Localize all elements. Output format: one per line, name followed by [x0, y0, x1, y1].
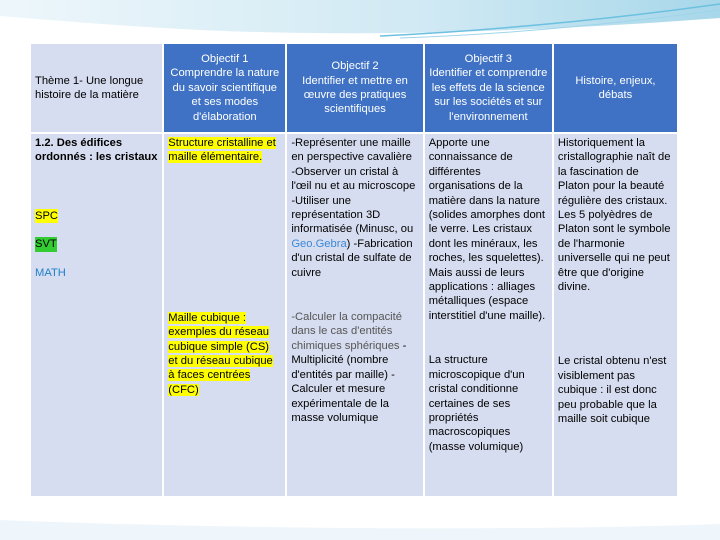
compactness-text: -Calculer la compacité dans le cas d'entités chimiques sphériques: [291, 311, 402, 352]
spc-label: SPC: [35, 209, 59, 222]
microscopic-structure-text: La structure microscopique d'un cristal conditionne certaines de ses propriétés macroscopiques (masse volumique): [428, 354, 525, 453]
objective-3-description: Identifier et comprendre les effets de la science sur les sociétés et sur l'environnement: [429, 67, 548, 123]
matter-organisation-text: Apporte une connaissance de différentes organisations de la matière dans la nature (solides amorphes dont le verre. Les cristaux dont les minéraux, les roches, les squelettes). Mais aussi de leurs applications : alliages métalliques (espace interstitiel d'une maille).: [428, 137, 546, 322]
practices-text-end: ) -Fabrication d'un cristal de sulfate de cuivre: [291, 237, 413, 279]
cubic-cell-text: Maille cubique : exemples du réseau cubique simple (CS) et du réseau cubique à faces centrées (CFC): [168, 311, 273, 396]
objective-1-body-cell: [164, 134, 285, 496]
objective-1-title: Objectif 1: [201, 52, 249, 65]
section-title: 1.2. Des édifices ordonnés : les cristaux: [35, 137, 158, 164]
crystal-observation-text: Le cristal obtenu n'est visiblement pas cubique : il est donc peu probable que la maille soit cubique: [557, 355, 667, 426]
objective-2-title: Objectif 2: [331, 60, 379, 73]
theme-body-cell: [31, 134, 162, 496]
objective-2-header-cell: [287, 44, 422, 132]
history-header-title: Histoire, enjeux, débats: [575, 74, 656, 101]
objective-2-body-cell: [287, 134, 422, 496]
curriculum-table: [29, 42, 679, 498]
objective-3-body-cell: [425, 134, 552, 496]
history-header-cell: [554, 44, 677, 132]
objective-2-description: Identifier et mettre en œuvre des pratiques scientifiques: [302, 74, 408, 116]
objective-3-title: Objectif 3: [464, 52, 512, 65]
practices-text: [291, 136, 418, 280]
practices-text-start: -Représenter une maille en perspective cavalière -Observer un cristal à l'œil nu et au microscope -Utiliser une représentation 3D informatisée (Minusc, ou: [291, 137, 416, 236]
objective-3-header-cell: [425, 44, 552, 132]
objective-1-description: Comprendre la nature du savoir scientifique et ses modes d'élaboration: [170, 67, 280, 123]
objective-1-header-cell: [164, 44, 285, 132]
history-text: Historiquement la cristallographie naît de la fascination de Platon pour la beauté régulière des cristaux. Les 5 polyèdres de Platon sont le symbole de l'harmonie universelle qui ne peut être que d'origine divine.: [557, 137, 671, 294]
geogebra-link[interactable]: Geo.Gebra: [291, 237, 347, 250]
table-row: [31, 134, 677, 496]
math-label: MATH: [35, 266, 66, 279]
calculations-text: [291, 310, 418, 425]
theme-title: Thème 1- Une longue histoire de la matière: [35, 74, 144, 101]
crystal-structure-text: Structure cristalline et maille élémentaire.: [168, 137, 276, 164]
theme-header-cell: [31, 44, 162, 132]
svt-label: SVT: [35, 238, 57, 251]
table-header-row: [31, 44, 677, 132]
multiplicity-text: -Multiplicité (nombre d'entités par maille) -Calculer et mesure expérimentale de la masse volumique: [291, 339, 407, 424]
history-body-cell: [554, 134, 677, 496]
